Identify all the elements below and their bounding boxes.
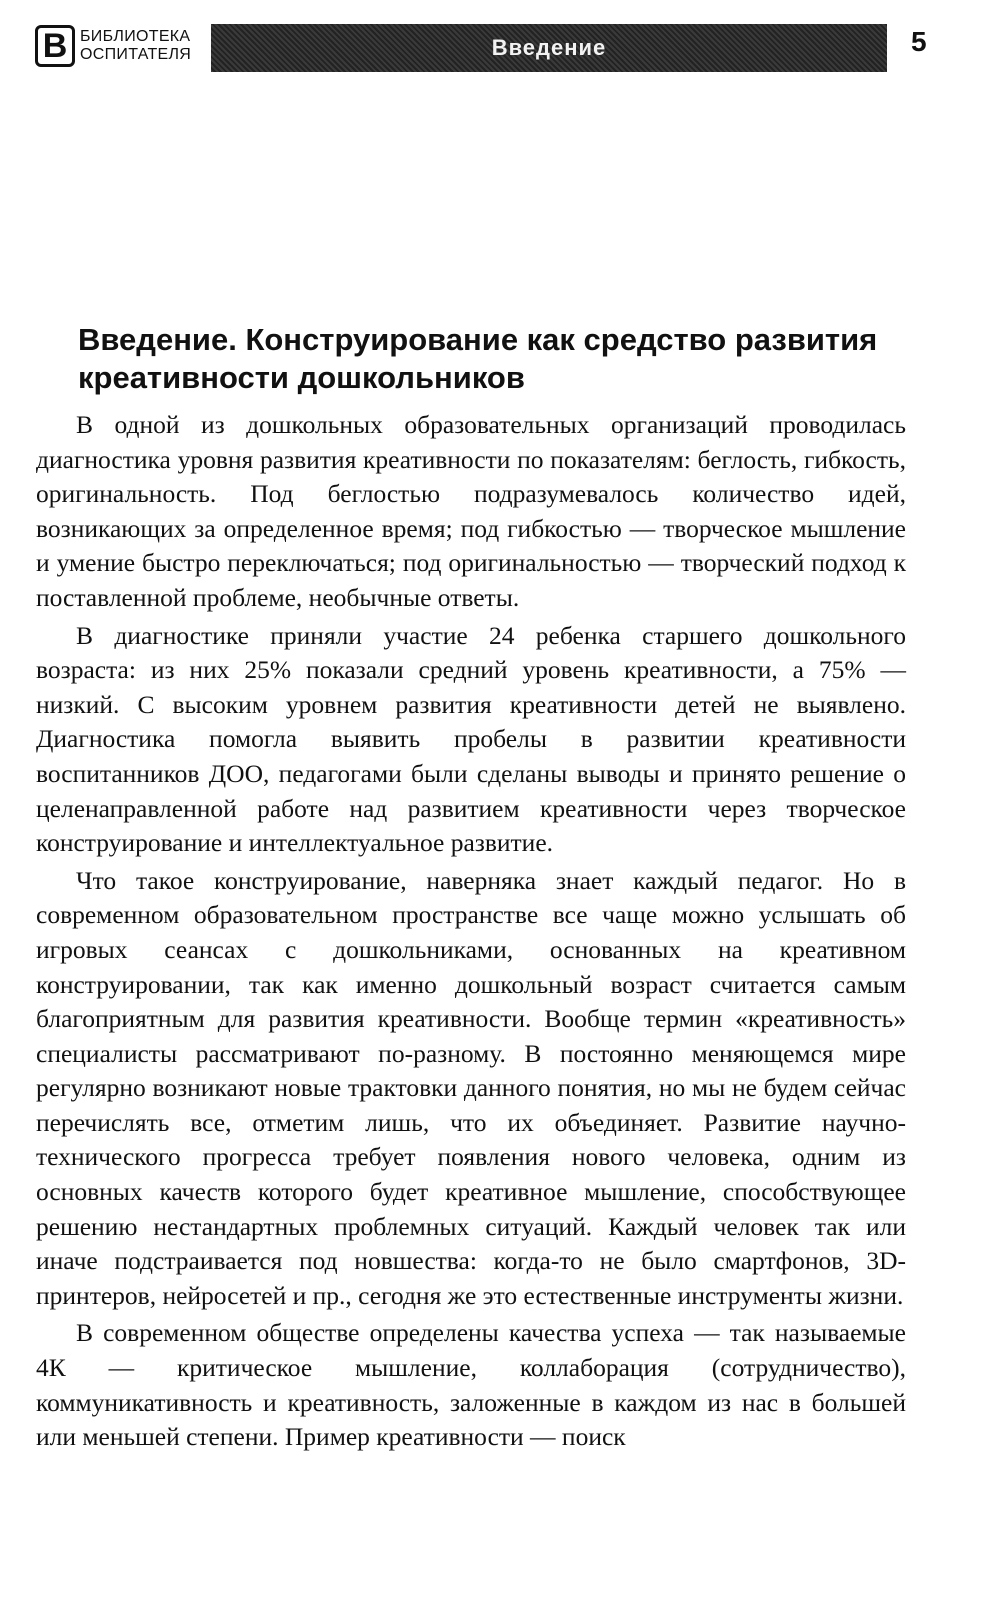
logo-text: БИБЛИОТЕКА ОСПИТАТЕЛЯ	[80, 28, 192, 63]
series-logo	[35, 20, 211, 72]
paragraph: В одной из дошкольных образовательных организаций проводилась диагностика уровня развития креативности по показателям: беглость, гибкость, оригинальность. Под беглостью подразумевалось количество идей, возникающих за определенное время; под гибкостью — творческое мышление и умение быстро переключаться; под оригинальностью — творческий подход к поставленной проблеме, необычные ответы.	[36, 410, 906, 612]
running-header	[35, 20, 950, 76]
section-title: Введение	[491, 35, 607, 60]
logo-letter: В	[35, 25, 75, 67]
page-number: 5	[911, 26, 927, 57]
paragraph: В диагностике приняли участие 24 ребенка старшего дошкольного возраста: из них 25% показали средний уровень креативности, а 75% — низкий. С высоким уровнем развития креативности детей не выявлено. Диагностика помогла выявить пробелы в развитии креативности воспитанников ДОО, педагогами были сделаны выводы и принято решение о целенаправленной работе над развитием креативности через творческое конструирование и интеллектуальное развитие.	[36, 620, 906, 858]
body-text	[36, 408, 906, 1458]
paragraph: Что такое конструирование, наверняка знает каждый педагог. Но в современном образовательном пространстве все чаще можно услышать об игровых сеансах с дошкольниками, основанных на креативном конструировании, так как именно дошкольный возраст считается самым благоприятным для развития креативности. Вообще термин «креативность» специалисты рассматривают по-разному. В постоянно меняющемся мире регулярно возникают новые трактовки данного понятия, но мы не будем сейчас перечислять все, отметим лишь, что их объединяет. Развитие научно-технического прогресса требует появления нового человека, одним из основных качеств которого будет креативное мышление, способствующее решению нестандартных проблемных ситуаций. Каждый человек так или иначе подстраивается под новшества: когда-то не было смартфонов, 3D-принтеров, нейросетей и пр., сегодня же это естественные инструменты жизни.	[36, 865, 906, 1310]
section-title-bar	[211, 24, 887, 72]
paragraph: В современном обществе определены качества успеха — так называемые 4К — критическое мышление, коллаборация (сотрудничество), коммуникативность и креативность, заложенные в каждом из нас в большей или меньшей степени. Пример креативности — поиск	[36, 1318, 906, 1452]
chapter-heading: Введение. Конструирование как средство развития креативности дошкольников	[78, 321, 878, 395]
